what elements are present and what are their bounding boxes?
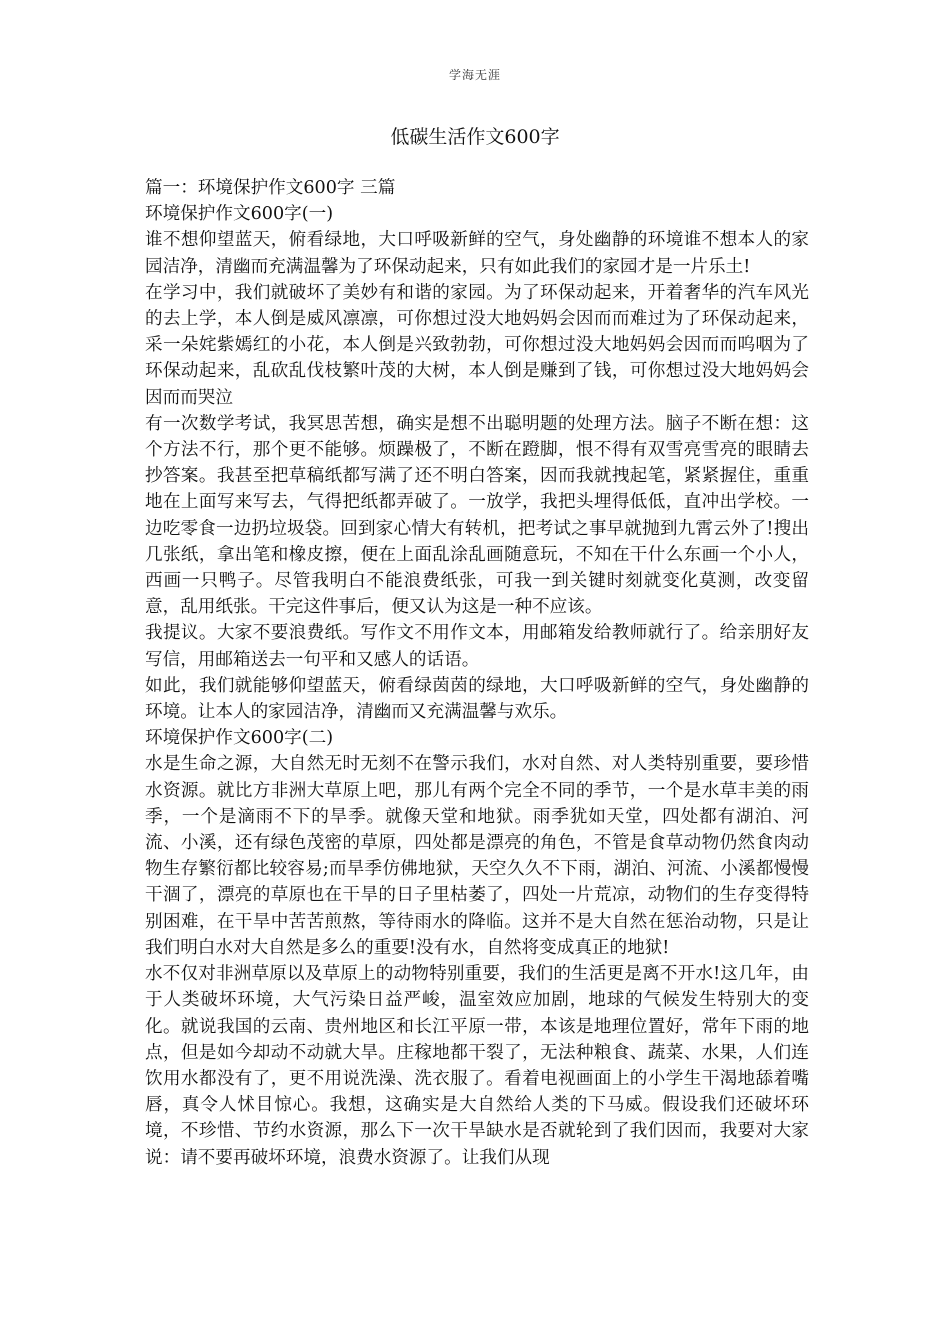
- section-heading: 篇一：环境保护作文600字 三篇: [145, 178, 396, 198]
- document-title: 低碳生活作文600字: [390, 126, 560, 148]
- document-body: [145, 175, 809, 1171]
- paragraph: 我提议。大家不要浪费纸。写作文不用作文本，用邮箱发给教师就行了。给亲朋好友写信，用邮箱送去一句平和又感人的话语。: [145, 623, 809, 670]
- paragraph: 在学习中，我们就破坏了美妙有和谐的家园。为了环保动起来，开着奢华的汽车风光的去上学，本人倒是威风凛凛，可你想过没大地妈妈会因而而难过为了环保动起来，采一朵姹紫嫣红的小花，本人倒是兴致勃勃，可你想过没大地妈妈会因而而呜咽为了环保动起来，乱砍乱伐枝繁叶茂的大树，本人倒是赚到了钱，可你想过没大地妈妈会因而而哭泣: [145, 282, 809, 408]
- paragraph: 水是生命之源，大自然无时无刻不在警示我们，水对自然、对人类特别重要，要珍惜水资源。就比方非洲大草原上吧，那儿有两个完全不同的季节，一个是水草丰美的雨季，一个是滴雨不下的旱季。就像天堂和地狱。雨季犹如天堂，四处都有湖泊、河流、小溪，还有绿色茂密的草原，四处都是漂亮的角色，不管是食草动物仍然食肉动物生存繁衍都比较容易;而旱季仿佛地狱，天空久久不下雨，湖泊、河流、小溪都慢慢干涸了，漂亮的草原也在干旱的日子里枯萎了，四处一片荒凉，动物们的生存变得特别困难，在干旱中苦苦煎熬，等待雨水的降临。这并不是大自然在惩治动物，只是让我们明白水对大自然是多么的重要!没有水，自然将变成真正的地狱!: [145, 754, 809, 958]
- paragraph: 谁不想仰望蓝天，俯看绿地，大口呼吸新鲜的空气，身处幽静的环境谁不想本人的家园洁净，清幽而充满温馨为了环保动起来，只有如此我们的家园才是一片乐土!: [145, 230, 809, 277]
- page-header: 学海无涯: [448, 68, 501, 82]
- paragraph: 如此，我们就能够仰望蓝天，俯看绿茵茵的绿地，大口呼吸新鲜的空气，身处幽静的环境。让本人的家园洁净，清幽而又充满温馨与欢乐。: [145, 675, 809, 723]
- paragraph: 水不仅对非洲草原以及草原上的动物特别重要，我们的生活更是离不开水!这几年，由于人类破坏环境，大气污染日益严峻，温室效应加剧，地球的气候发生特别大的变化。就说我国的云南、贵州地区和长江平原一带，本该是地理位置好，常年下雨的地点，但是如今却动不动就大旱。庄稼地都干裂了，无法种粮食、蔬菜、水果，人们连饮用水都没有了，更不用说洗澡、洗衣服了。看着电视画面上的小学生干渴地舔着嘴唇，真令人怵目惊心。我想，这确实是大自然给人类的下马威。假设我们还破坏环境，不珍惜、节约水资源，那么下一次干旱缺水是否就轮到了我们因而，我要对大家说：请不要再破坏环境，浪费水资源了。让我们从现: [145, 964, 809, 1168]
- essay-subtitle: 环境保护作文600字(二): [145, 728, 334, 749]
- essay-subtitle: 环境保护作文600字(一): [145, 204, 334, 225]
- paragraph: 有一次数学考试，我冥思苦想，确实是想不出聪明题的处理方法。脑子不断在想：这个方法不行，那个更不能够。烦躁极了，不断在蹬脚，恨不得有双雪亮雪亮的眼睛去抄答案。我甚至把草稿纸都写满了还不明白答案，因而我就拽起笔，紧紧握住，重重地在上面写来写去，气得把纸都弄破了。一放学，我把头埋得低低，直冲出学校。一边吃零食一边扔垃圾袋。回到家心情大有转机，把考试之事早就抛到九霄云外了!搜出几张纸，拿出笔和橡皮擦，便在上面乱涂乱画随意玩，不知在干什么东画一个小人，西画一只鸭子。尽管我明白不能浪费纸张，可我一到关键时刻就变化莫测，改变留意，乱用纸张。干完这件事后，便又认为这是一种不应该。: [145, 413, 809, 618]
